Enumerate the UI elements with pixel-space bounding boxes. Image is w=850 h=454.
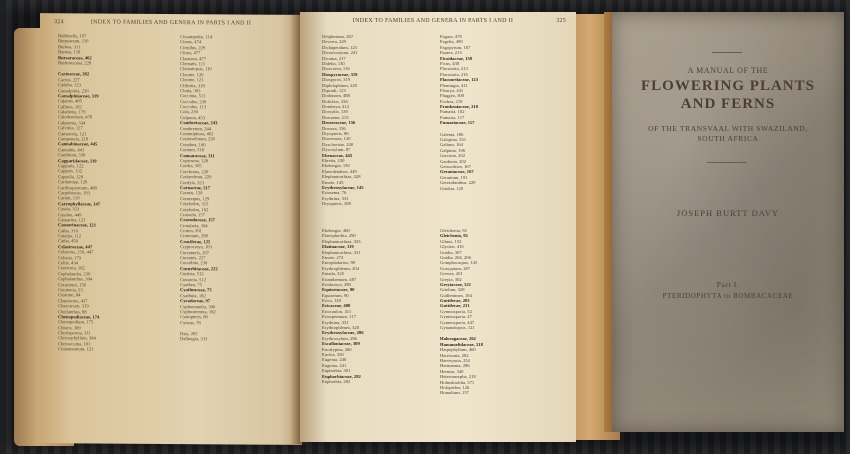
index-entry: Gomphocarpus, 145: [440, 260, 478, 266]
index-entry: Elephantorrhiza, 331: [322, 249, 361, 255]
index-entry: Gossypium, 287: [440, 265, 471, 271]
index-entry: Galium, 164: [440, 142, 463, 148]
index-entry: Gisekia, 120: [440, 185, 464, 191]
index-entry: Cucurbitaceae, 222: [180, 265, 218, 272]
index-entry: Entada, 325: [322, 271, 344, 277]
index-entry: Elephantorrhiza, 328: [322, 174, 361, 180]
index-entry: Encephalartos, 98: [322, 260, 355, 266]
index-entry: Flemingia, 411: [440, 82, 468, 88]
index-entry: Glycine, 416: [440, 244, 464, 250]
index-entry: Cleome, 121: [180, 77, 204, 83]
index-entry: Corchorus, 220: [180, 168, 209, 175]
index-entry: Commiphora, 462: [180, 131, 214, 137]
index-entry: Burttorucana, 228: [58, 60, 92, 66]
index-entry: Harpephyllum, 460: [440, 347, 476, 353]
index-entry: Ceratonia, 93: [58, 287, 83, 293]
index-entry: Fumaria, 102: [440, 109, 465, 115]
index-entry: Combretum, 244: [180, 125, 212, 131]
index-entry: Cinnamomum, 121: [58, 346, 94, 352]
index-entry: Duvernoia, 120: [322, 136, 351, 142]
index-entry: Celosia, 179: [58, 254, 81, 260]
index-entry: Greyiaceae, 321: [440, 281, 472, 287]
index-entry: Catha, 450: [58, 238, 78, 244]
index-entry: Cajanus, 485: [58, 98, 82, 104]
cover-rule-middle: [707, 162, 747, 163]
index-entry: Clematis, 111: [180, 61, 206, 67]
index-entry: Euclea, 350: [322, 351, 344, 357]
index-entry: Conium, 518: [180, 147, 204, 153]
index-entry: Conobea, 100: [180, 141, 206, 148]
index-entry: Dais, 265: [180, 331, 198, 337]
index-entry: Hermannia, 286: [440, 363, 470, 369]
index-entry: Cephalandra, 230: [58, 271, 91, 277]
index-entry: Crassula, 157: [180, 211, 206, 218]
right-page-column-3: [322, 228, 364, 384]
left-page-header: [40, 19, 302, 27]
index-entry: Casuarinaceae, 121: [58, 222, 97, 228]
index-entry: Grielum, 328: [440, 287, 465, 293]
cover-part: Part I.: [716, 280, 740, 289]
index-entry: Flacourtia, 216: [440, 71, 468, 77]
index-entry: Crotonum, 298: [180, 233, 208, 239]
index-entry: Fagara, 478: [440, 34, 462, 39]
index-entry: Cola, 230: [180, 109, 198, 115]
index-entry: Bulbinella, 167: [58, 33, 87, 39]
index-entry: Hamamelidaceae, 218: [440, 341, 483, 347]
index-entry: Caesalpinia, 236: [58, 87, 89, 93]
index-entry: Dryopteris, 86: [322, 131, 349, 137]
index-entry: Ekebergia, 150: [322, 163, 350, 169]
index-entry: Deverra, 229: [322, 39, 346, 45]
index-entry: Coronopus, 129: [180, 195, 210, 201]
index-entry: Casuarina, 121: [58, 217, 86, 223]
index-entry: Capparis, 122: [58, 163, 84, 169]
index-entry: Cannabis, 441: [58, 147, 85, 153]
index-entry: Gleichenia, 92: [440, 228, 467, 233]
index-entry: Cruciferae, 125: [180, 238, 211, 245]
book-cover: [612, 12, 844, 432]
right-page-heading: INDEX TO FAMILIES AND GENERA IN PARTS I AND II: [352, 18, 514, 24]
index-entry: Delphinium, 267: [322, 34, 354, 39]
index-entry: Guttiferae, 231: [440, 303, 470, 309]
index-entry: Galpinia, 196: [440, 147, 466, 153]
index-entry: Cotyledon, 162: [180, 206, 209, 212]
index-entry: Fagelia, 490: [440, 39, 463, 45]
index-entry: Gardenia, 202: [440, 158, 467, 164]
index-entry: Didelta, 130: [322, 60, 345, 66]
index-entry: Croton, 201: [180, 228, 202, 234]
index-entry: Celtis, 434: [58, 260, 78, 266]
index-entry: Gnidia, 307: [440, 249, 462, 255]
index-entry: Glinus, 152: [440, 238, 462, 244]
index-entry: Dolichos, 336: [322, 98, 348, 104]
index-entry: Dracaena, 215: [322, 114, 349, 120]
index-entry: Gleichenia, 92: [440, 233, 468, 239]
index-entry: Holoptelea, 126: [440, 384, 470, 390]
index-entry: Ebenaceae, 445: [322, 152, 353, 158]
index-entry: Campanula, 218: [58, 136, 89, 142]
index-entry: Cissampelos, 114: [180, 34, 213, 40]
index-entry: Equisetum, 90: [322, 292, 349, 298]
index-entry: Eriospermum, 117: [322, 314, 357, 320]
index-entry: Fockea, 219: [440, 98, 463, 104]
cover-subtitle-line-1: OF THE TRANSVAAL WITH SWAZILAND,: [648, 124, 808, 133]
index-entry: Cytisus, 78: [180, 319, 201, 325]
index-entry: Gymnosporia, 52: [440, 308, 472, 314]
index-entry: Cerastium, 156: [58, 281, 87, 287]
index-entry: Drosera, 156: [322, 125, 346, 131]
index-entry: Ekebergia, 460: [322, 228, 350, 233]
index-entry: Cannabinaceae, 445: [58, 141, 98, 147]
index-entry: Dryopteris, 308: [322, 201, 351, 207]
index-entry: Caesalpiniaceae, 319: [58, 93, 99, 99]
index-entry: Elaeodendron, 449: [322, 168, 357, 174]
index-entry: Galopina, 331: [440, 137, 467, 143]
index-entry: Greyia, 302: [440, 276, 462, 282]
index-entry: Carum, 119: [58, 195, 80, 201]
index-entry: Cassia, 323: [58, 206, 80, 212]
index-entry: Cyphostemma, 182: [180, 308, 216, 315]
index-entry: Dicoma, 217: [322, 55, 346, 61]
index-entry: Capparidaceae, 119: [58, 157, 97, 164]
index-entry: Chloris, 309: [58, 324, 81, 331]
index-entry: Cordyla, 323: [180, 179, 204, 185]
index-entry: Fumariaceae, 117: [440, 120, 475, 126]
index-entry: Erythrina, 331: [322, 195, 349, 201]
index-entry: Carpobrotus, 193: [58, 190, 90, 196]
index-entry: Calpurnia, 334: [58, 120, 86, 126]
index-entry: Erythroxylaceae, 286: [322, 330, 364, 336]
index-entry: Flacourtia, 213: [440, 66, 468, 72]
index-entry: Burkea, 311: [58, 43, 81, 50]
index-entry: Dicerocaryum, 241: [322, 50, 358, 56]
index-entry: Coccolus, 113: [180, 104, 207, 110]
cover-author: JOSEPH BURTT DAVY: [676, 208, 780, 218]
index-entry: Geissorhiza, 167: [440, 163, 471, 169]
index-entry: Elatinaceae, 119: [322, 244, 354, 250]
index-entry: Cacteaceae, 282: [58, 71, 90, 77]
cover-subtitle-line-2: SOUTH AFRICA: [697, 134, 759, 143]
index-entry: Clutia, 303: [180, 87, 201, 94]
index-entry: Calliera, 102: [58, 103, 82, 110]
index-entry: Homalium, 137: [440, 390, 469, 396]
index-entry: Chorisperma, 311: [58, 330, 91, 336]
right-page-column-1: [322, 34, 364, 207]
index-entry: Celastraceae, 447: [58, 244, 93, 250]
index-entry: Citrus, 477: [180, 50, 201, 56]
index-entry: Colpoon, 453: [180, 114, 206, 121]
index-entry: Chascanum, 319: [58, 303, 89, 309]
index-entry: Cephalanthus, 304: [58, 276, 93, 282]
index-entry: Chenopodiaceae, 174: [58, 314, 100, 320]
index-entry: Equisetaceae, 90: [322, 287, 355, 293]
index-entry: Dyschoriste, 240: [322, 141, 354, 147]
left-page: [40, 13, 302, 445]
index-entry: Ensete, 145: [322, 179, 344, 185]
cover-title-line-2: AND FERNS: [680, 96, 776, 112]
index-entry: Cycadaceae, 97: [180, 298, 211, 304]
index-entry: Centrosia, 182: [58, 265, 85, 271]
index-entry: Cotyledon, 315: [180, 201, 209, 207]
index-entry: Cyathea, 75: [180, 282, 202, 288]
index-entry: Capsella, 128: [58, 173, 84, 180]
index-entry: Guttiferae, 203: [440, 298, 470, 304]
index-entry: Eugenia, 240: [322, 357, 347, 363]
index-entry: Clausena, 477: [180, 55, 207, 61]
index-entry: Droseraceae, 156: [322, 120, 356, 126]
index-entry: Frankeniaceae, 210: [440, 104, 479, 110]
index-entry: Cornus, 120: [180, 190, 203, 196]
index-entry: Cadaba, 123: [58, 82, 81, 88]
index-entry: Calodendrum, 478: [58, 114, 93, 120]
index-entry: Ficoidaceae, 158: [440, 55, 473, 61]
index-entry: Fleurya, 441: [440, 87, 464, 93]
left-page-column-1: [58, 33, 100, 352]
index-entry: Escalloniaceae, 309: [322, 341, 360, 347]
right-page-column-2: [440, 34, 478, 191]
index-entry: Cucurbita, 230: [180, 260, 208, 266]
index-entry: Clifortia, 318: [180, 82, 205, 88]
index-entry: Dioscorea, 116: [322, 66, 350, 72]
index-entry: Euphorbiaceae, 282: [322, 373, 361, 379]
index-entry: Coriandrum, 220: [180, 174, 212, 180]
index-entry: Dovyalis, 139: [322, 109, 348, 115]
index-entry: Cyathula, 182: [180, 292, 206, 298]
index-entry: Erythrophleum, 204: [322, 265, 359, 271]
index-entry: Erythrophleum, 320: [322, 325, 359, 331]
index-entry: Eriobotrya, 290: [322, 281, 351, 287]
index-entry: Diospyros, 319: [322, 77, 351, 83]
left-page-heading: INDEX TO FAMILIES AND GENERA IN PARTS I AND II: [90, 19, 252, 27]
index-entry: Cardiospermum, 488: [58, 184, 97, 191]
index-entry: Holmskioldia, 371: [440, 379, 475, 385]
index-entry: Conioselinum, 226: [180, 136, 215, 142]
index-entry: Haloragaceae, 262: [440, 336, 476, 342]
index-entry: Camarotia, 121: [58, 130, 87, 137]
index-entry: Coccinia, 511: [180, 93, 206, 99]
index-entry: Combretaceae, 243: [180, 120, 218, 126]
index-entry: Fluggea, 300: [440, 93, 464, 99]
index-entry: Gynandropsis, 121: [440, 325, 475, 331]
index-entry: Grewia, 201: [440, 271, 463, 277]
index-entry: Dodonaea, 488: [322, 93, 350, 99]
index-entry: Gerrardanthus, 229: [440, 180, 476, 186]
index-entry: Ficus, 438: [440, 60, 460, 66]
index-entry: Eugenia, 241: [322, 362, 347, 368]
index-entry: Chrysophyllum, 304: [58, 335, 96, 341]
index-entry: Cyphomandra, 300: [180, 303, 216, 309]
index-entry: Cussonia, 512: [180, 276, 207, 282]
cover-line-1: A MANUAL OF THE: [687, 66, 769, 75]
index-entry: Citrullus, 229: [180, 44, 206, 51]
index-entry: Eriosema, 76: [322, 190, 347, 196]
index-entry: Dombeya, 412: [322, 104, 350, 110]
index-entry: Diplolophium, 220: [322, 82, 357, 88]
index-entry: Cystopteris, 80: [180, 314, 208, 320]
index-entry: Chenopodium, 175: [58, 319, 94, 325]
index-entry: Cordia, 305: [180, 163, 202, 169]
index-entry: Cleome, 120: [180, 71, 204, 77]
index-entry: Dalbergia, 333: [180, 336, 208, 342]
index-entry: Canthium, 330: [58, 152, 86, 158]
index-entry: Flacourtiaceae, 123: [440, 77, 479, 83]
index-entry: Crassulaceae, 157: [180, 217, 215, 223]
index-entry: Gymnosporia, 447: [440, 319, 475, 325]
index-entry: Erianthemum, 487: [322, 276, 357, 282]
index-entry: Cheilanthes, 88: [58, 308, 87, 314]
index-entry: Burnea, 118: [58, 49, 81, 55]
index-entry: Eriocaulon, 411: [322, 308, 352, 314]
index-entry: Faurea, 213: [440, 50, 462, 56]
left-page-number: 324: [54, 19, 64, 26]
index-entry: Coprosma, 328: [180, 158, 209, 164]
index-entry: Gnidia, 204, 206: [440, 254, 471, 260]
index-entry: Euphorbia, 301: [322, 368, 351, 374]
index-entry: Dysoxylum, 87: [322, 147, 351, 153]
index-entry: Erythroxylum, 286: [322, 335, 357, 341]
index-entry: Dipcadi, 123: [322, 87, 346, 93]
index-entry: Chrysocoma, 101: [58, 341, 91, 347]
right-page-number: 325: [556, 18, 566, 24]
index-entry: Cardamine, 126: [58, 179, 88, 185]
index-entry: Erythroxylaceae, 145: [322, 184, 364, 190]
index-entry: Cryptocarya, 103: [180, 244, 212, 250]
index-entry: Cocculus, 230: [180, 98, 207, 104]
index-entry: Hermas, 340: [440, 368, 464, 374]
index-entry: Cassine, 449: [58, 211, 82, 217]
index-entry: Cactus, 227: [58, 76, 80, 83]
index-entry: Cestrum, 84: [58, 292, 81, 298]
index-entry: Euphorbia, 282: [322, 378, 351, 384]
index-entry: Cornaceae, 517: [180, 185, 211, 191]
right-page-column-4: [440, 228, 483, 396]
index-entry: Ehretia, 230: [322, 157, 345, 163]
cover-part-subtitle: PTERIDOPHYTA to BOMBACACEAE: [662, 292, 794, 300]
index-entry: Fumaria, 117: [440, 114, 465, 120]
index-entry: Ensete, 272: [322, 254, 344, 260]
index-entry: Crotalaria, 304: [180, 222, 208, 228]
index-entry: Fagopyrum, 167: [440, 44, 471, 50]
index-entry: Cucumeris, 207: [180, 249, 210, 255]
index-entry: Chaetacme, 437: [58, 297, 88, 304]
index-entry: Geraniaceae, 167: [440, 169, 474, 175]
index-entry: Harrisonia, 282: [440, 352, 469, 358]
cover-title-line-1: FLOWERING PLANTS: [641, 78, 815, 94]
index-entry: Erythrina, 331: [322, 319, 349, 325]
index-entry: Bursaraceae, 462: [58, 54, 92, 61]
index-entry: Caladenia, 179: [58, 109, 86, 115]
index-entry: Erica, 129: [322, 298, 341, 304]
index-entry: Clematopsis, 110: [180, 66, 212, 72]
index-entry: Celastrus, 216, 447: [58, 249, 94, 255]
index-entry: Calvinia, 127: [58, 125, 83, 131]
index-entry: Cyatheaceae, 75: [180, 287, 212, 293]
index-entry: Heteromorpha, 218: [440, 374, 476, 380]
index-entry: Caryophyllaceae, 147: [58, 200, 101, 207]
index-entry: Connaraceae, 311: [180, 152, 215, 158]
index-entry: Ericaceae, 400: [322, 303, 351, 309]
index-entry: Cappeis, 132: [58, 168, 82, 174]
left-page-column-2: [180, 34, 218, 342]
index-entry: Diospyraceae, 319: [322, 71, 358, 77]
index-entry: Guilleminea, 184: [440, 292, 472, 298]
index-entry: Cissus, 474: [180, 39, 202, 45]
index-entry: Harveyasia, 254: [440, 357, 470, 363]
index-entry: Gymnosporia, 47: [440, 314, 472, 320]
index-entry: Galenia, 186: [440, 131, 464, 137]
index-entry: Geranium, 191: [440, 174, 468, 180]
right-page: [300, 12, 576, 442]
index-entry: Catha, 310: [58, 227, 78, 234]
index-entry: Catalpa, 112: [58, 233, 82, 239]
index-entry: Elephantorrhiza, 333: [322, 238, 361, 244]
index-entry: Garcinia, 292: [440, 153, 466, 159]
index-entry: Elaeophorbia, 290: [322, 233, 356, 239]
index-entry: Eucalyptus, 260: [322, 346, 352, 352]
cover-rule-top: [712, 52, 742, 53]
index-entry: Curtisia, 512: [180, 271, 204, 277]
index-entry: Dichapetalum, 123: [322, 44, 357, 50]
index-entry: Burpeanum, 110: [58, 38, 89, 44]
index-entry: Cucumis, 227: [180, 255, 206, 261]
